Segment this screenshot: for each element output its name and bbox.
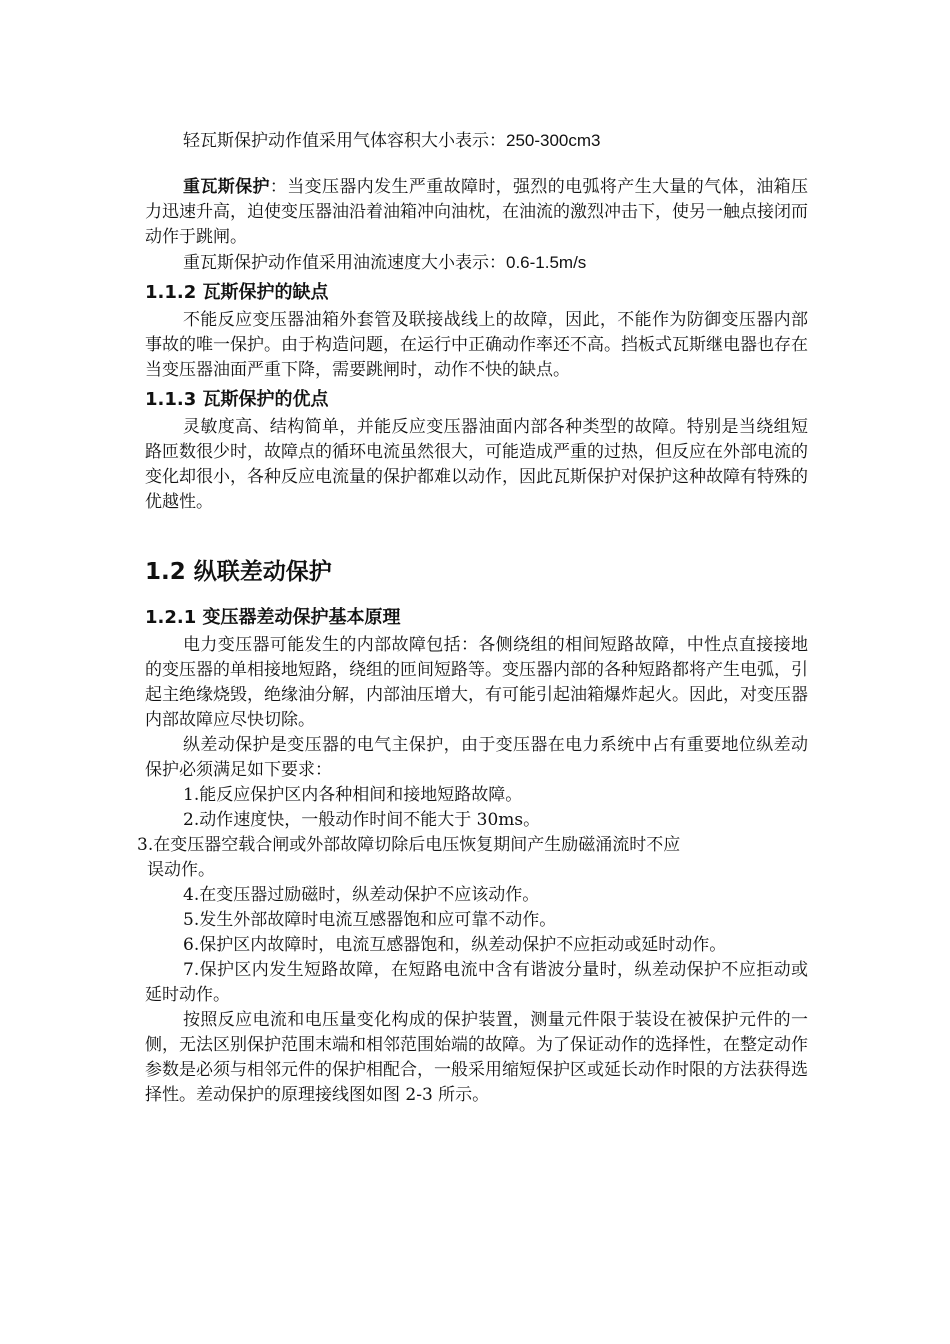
requirement-7: 7.保护区内发生短路故障，在短路电流中含有谐波分量时，纵差动保护不应拒动或延时动作。	[145, 960, 808, 1005]
heading-1-1-3: 1.1.3 瓦斯保护的优点	[145, 389, 329, 410]
paragraph-heavy-gas-value: 重瓦斯保护动作值采用油流速度大小表示：0.6-1.5m/s	[183, 253, 587, 273]
paragraph-light-gas-value: 轻瓦斯保护动作值采用气体容积大小表示：250-300cm3	[183, 131, 601, 151]
heading-1-1-2: 1.1.2 瓦斯保护的缺点	[145, 282, 329, 303]
heading-1-2: 1.2 纵联差动保护	[145, 559, 332, 585]
requirement-1: 1.能反应保护区内各种相间和接地短路故障。	[183, 785, 523, 805]
requirement-3: 3.在变压器空载合闸或外部故障切除后电压恢复期间产生励磁涌流时不应	[137, 835, 681, 855]
requirement-6: 6.保护区内故障时，电流互感器饱和，纵差动保护不应拒动或延时动作。	[183, 935, 727, 955]
heavy-gas-lead: 重瓦斯保护	[183, 177, 270, 197]
light-gas-value-number: 250-300cm3	[506, 131, 601, 150]
paragraph-1-2-1-c: 按照反应电流和电压量变化构成的保护装置，测量元件限于装设在被保护元件的一侧，无法区别保护范围末端和相邻范围始端的故障。为了保证动作的选择性，在整定动作参数是必须与相邻元件的保护相配合，一般采用缩短保护区或延长动作时限的方法获得选择性。差动保护的原理接线图如图 2-3 所示。	[145, 1010, 808, 1105]
requirement-5: 5.发生外部故障时电流互感器饱和应可靠不动作。	[183, 910, 557, 930]
heavy-gas-value-number: 0.6-1.5m/s	[506, 253, 587, 272]
paragraph-1-1-3: 灵敏度高、结构简单，并能反应变压器油面内部各种类型的故障。特别是当绕组短路匝数很少时，故障点的循环电流虽然很大，可能造成严重的过热，但反应在外部电流的变化却很小，各种反应电流量的保护都难以动作，因此瓦斯保护对保护这种故障有特殊的优越性。	[145, 417, 808, 512]
paragraph-1-2-1-b: 纵差动保护是变压器的电气主保护，由于变压器在电力系统中占有重要地位纵差动保护必须满足如下要求：	[145, 735, 808, 780]
document-body	[137, 128, 809, 1108]
paragraph-1-2-1-a: 电力变压器可能发生的内部故障包括：各侧绕组的相间短路故障，中性点直接接地的变压器的单相接地短路，绕组的匝间短路等。变压器内部的各种短路都将产生电弧，引起主绝缘烧毁，绝缘油分解，内部油压增大，有可能引起油箱爆炸起火。因此，对变压器内部故障应尽快切除。	[145, 635, 808, 730]
requirement-2: 2.动作速度快，一般动作时间不能大于 30ms。	[183, 810, 541, 830]
heading-1-2-1: 1.2.1 变压器差动保护基本原理	[145, 607, 401, 628]
requirement-3-continuation: 误动作。	[147, 860, 215, 880]
paragraph-heavy-gas: 重瓦斯保护：当变压器内发生严重故障时，强烈的电弧将产生大量的气体，油箱压力迅速升高，迫使变压器油沿着油箱冲向油枕，在油流的激烈冲击下，使另一触点接闭而动作于跳闸。	[145, 177, 809, 247]
requirement-4: 4.在变压器过励磁时，纵差动保护不应该动作。	[183, 885, 540, 905]
paragraph-1-1-2: 不能反应变压器油箱外套管及联接战线上的故障，因此，不能作为防御变压器内部事故的唯一保护。由于构造问题，在运行中正确动作率还不高。挡板式瓦斯继电器也存在当变压器油面严重下降，需要跳闸时，动作不快的缺点。	[145, 310, 808, 380]
